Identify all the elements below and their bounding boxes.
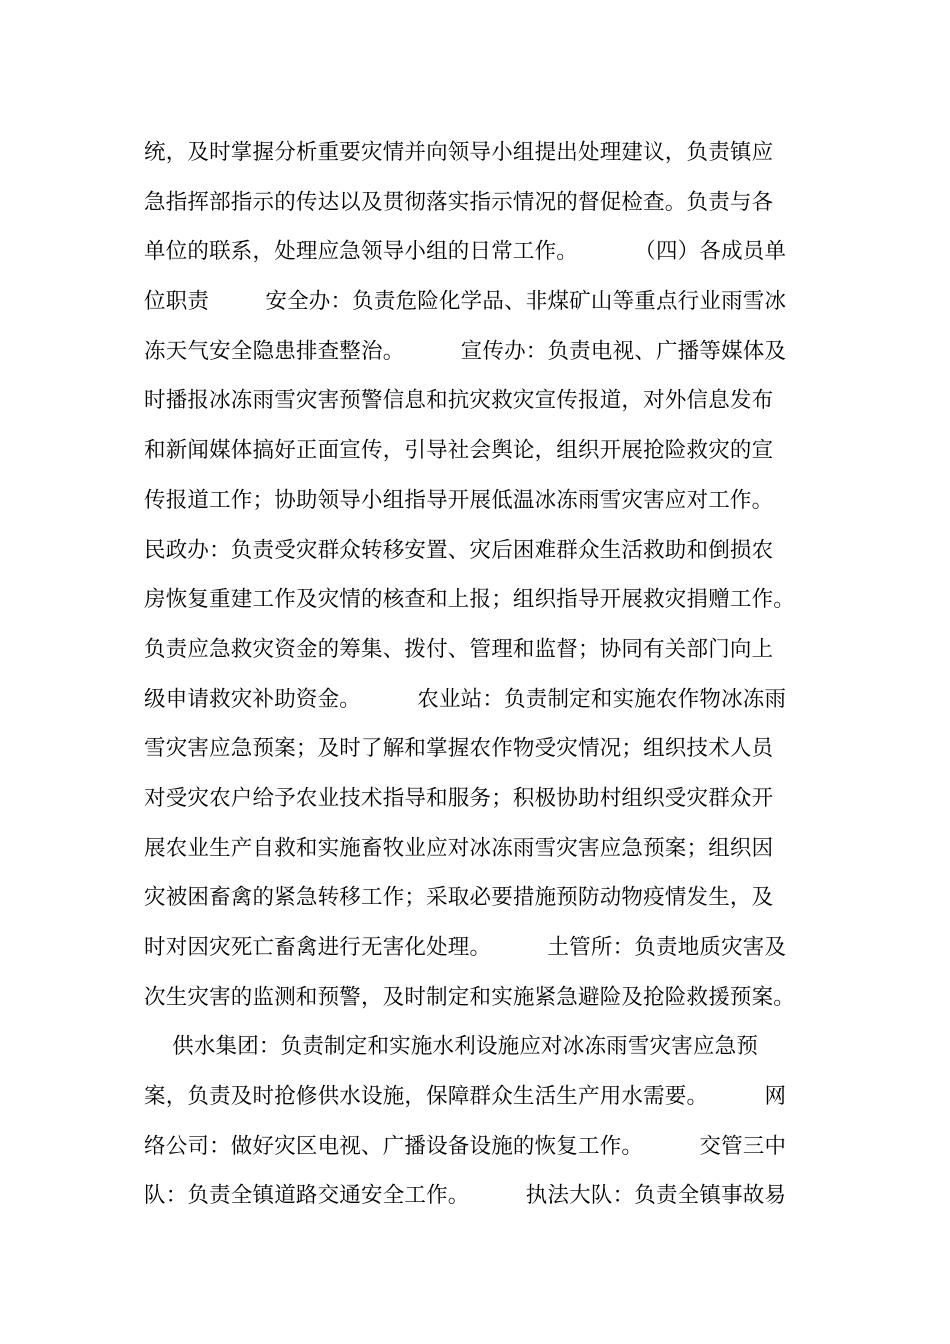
text-line: 雪灾害应急预案；及时了解和掌握农作物受灾情况；组织技术人员	[144, 736, 774, 762]
text-line: 单位的联系，处理应急领导小组的日常工作。 （四）各成员单	[144, 239, 787, 265]
text-line: 展农业生产自救和实施畜牧业应对冰冻雨雪灾害应急预案；组织因	[144, 835, 774, 861]
text-line: 案，负责及时抢修供水设施，保障群众生活生产用水需要。 网	[144, 1084, 787, 1110]
text-line: 级申请救灾补助资金。 农业站：负责制定和实施农作物冰冻雨	[144, 686, 787, 712]
text-line: 负责应急救灾资金的筹集、拨付、管理和监督；协同有关部门向上	[144, 636, 774, 662]
text-line: 和新闻媒体搞好正面宣传，引导社会舆论，组织开展抢险救灾的宣	[144, 438, 774, 464]
text-line: 队：负责全镇道路交通安全工作。 执法大队：负责全镇事故易	[144, 1183, 787, 1209]
text-line: 时对因灾死亡畜禽进行无害化处理。 土管所：负责地质灾害及	[144, 935, 787, 960]
text-line: 对受灾农户给予农业技术指导和服务；积极协助村组织受灾群众开	[144, 785, 774, 811]
text-line: 灾被困畜禽的紧急转移工作；采取必要措施预防动物疫情发生，及	[144, 885, 774, 911]
text-line: 统，及时掌握分析重要灾情并向领导小组提出处理建议，负责镇应	[144, 140, 774, 165]
text-line: 位职责 安全办：负责危险化学品、非煤矿山等重点行业雨雪冰	[144, 289, 787, 315]
text-line: 冻天气安全隐患排查整治。 宣传办：负责电视、广播等媒体及	[144, 338, 787, 364]
text-line: 次生灾害的监测和预警，及时制定和实施紧急避险及抢险救援预案。	[144, 984, 796, 1010]
text-line: 急指挥部指示的传达以及贯彻落实指示情况的督促检查。负责与各	[144, 189, 774, 215]
text-line: 时播报冰冻雨雪灾害预警信息和抗灾救灾宣传报道，对外信息发布	[144, 388, 774, 414]
text-line: 传报道工作；协助领导小组指导开展低温冰冻雨雪灾害应对工作。	[144, 487, 774, 513]
text-line: 民政办：负责受灾群众转移安置、灾后困难群众生活救助和倒损农	[144, 537, 774, 563]
text-line: 供水集团：负责制定和实施水利设施应对冰冻雨雪灾害应急预	[144, 1034, 759, 1060]
text-line: 房恢复重建工作及灾情的核查和上报；组织指导开展救灾捐赠工作。	[144, 587, 796, 613]
body-text	[144, 128, 804, 1221]
text-line: 络公司：做好灾区电视、广播设备设施的恢复工作。 交管三中	[144, 1133, 787, 1159]
